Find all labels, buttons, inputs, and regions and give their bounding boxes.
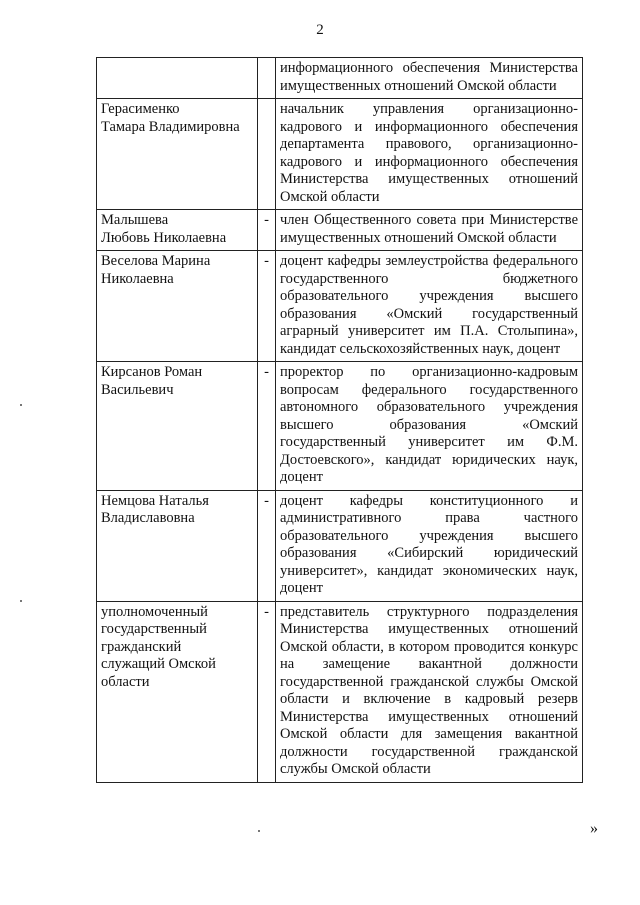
dash-cell: [258, 99, 276, 210]
member-name-line: Владиславовна: [101, 510, 195, 526]
member-position-cell: доцент кафедры конституционного и административного права частного образовательного учреждения высшего образования «Сибирский юридический университет», кандидат экономических наук, доцент: [276, 490, 583, 601]
member-position-cell: доцент кафедры землеустройства федерального государственного бюджетного образовательного учреждения высшего образования «Омский государственный аграрный университет им П.А. Столыпина», кандидат сельскохозяйственных наук, доцент: [276, 251, 583, 362]
member-name-cell: [97, 58, 258, 99]
commission-members-table: [96, 57, 583, 783]
member-name-line: уполномоченный: [101, 603, 208, 620]
member-name-cell: [97, 251, 258, 362]
member-name-cell: [97, 490, 258, 601]
dash-cell: -: [258, 210, 276, 251]
member-name-cell: [97, 210, 258, 251]
closing-quote-mark: »: [590, 820, 598, 837]
member-position-cell: проректор по организационно-кадровым вопросам федерального государственного автономного образовательного учреждения высшего образования «Омский государственный университет им Ф.М. Достоевского», кандидат юридических наук, доцент: [276, 362, 583, 491]
member-name-line: Веселова Марина: [101, 253, 211, 269]
scan-speck: [258, 830, 260, 832]
dash-cell: -: [258, 601, 276, 782]
member-name-line: Герасименко: [101, 101, 180, 117]
dash-cell: -: [258, 490, 276, 601]
member-name-line: Любовь Николаевна: [101, 229, 227, 246]
member-name-line: Николаевна: [101, 270, 174, 287]
member-row: [97, 490, 583, 601]
member-position-cell: информационного обеспечения Министерства имущественных отношений Омской области: [276, 58, 583, 99]
page-number: 2: [316, 22, 324, 38]
member-name-line: гражданский: [101, 638, 182, 655]
member-name-line: Васильевич: [101, 381, 174, 398]
member-name-cell: [97, 601, 258, 782]
member-position-cell: представитель структурного подразделения Министерства имущественных отношений Омской области, в котором проводится конкурс на замещение вакантной должности государственной гражданской службы Омской области и включение в кадровый резерв Министерства имущественных отношений Омской области для замещения вакантной должности государственной гражданской службы Омской области: [276, 601, 583, 782]
member-name-cell: [97, 362, 258, 491]
scan-speck: [20, 600, 22, 602]
dash-cell: -: [258, 251, 276, 362]
member-name-line: области: [101, 673, 150, 690]
member-name-line: Тамара Владимировна: [101, 118, 240, 135]
member-name-line: служащий Омской: [101, 656, 216, 672]
member-row: [97, 99, 583, 210]
member-row: [97, 601, 583, 782]
member-row: [97, 210, 583, 251]
dash-cell: -: [258, 362, 276, 491]
member-name-line: Кирсанов Роман: [101, 364, 203, 380]
member-name-line: Малышева: [101, 212, 169, 228]
member-name-cell: [97, 99, 258, 210]
member-position-cell: член Общественного совета при Министерстве имущественных отношений Омской области: [276, 210, 583, 251]
member-name-line: государственный: [101, 621, 207, 637]
member-row: [97, 362, 583, 491]
member-row: [97, 58, 583, 99]
scan-speck: [20, 404, 22, 406]
member-row: [97, 251, 583, 362]
member-name-line: Немцова Наталья: [101, 492, 209, 509]
table-body: [97, 58, 583, 783]
dash-cell: [258, 58, 276, 99]
member-position-cell: начальник управления организационно-кадрового и информационного обеспечения департамента правового, организационно-кадрового и информационного обеспечения Министерства имущественных отношений Омской области: [276, 99, 583, 210]
